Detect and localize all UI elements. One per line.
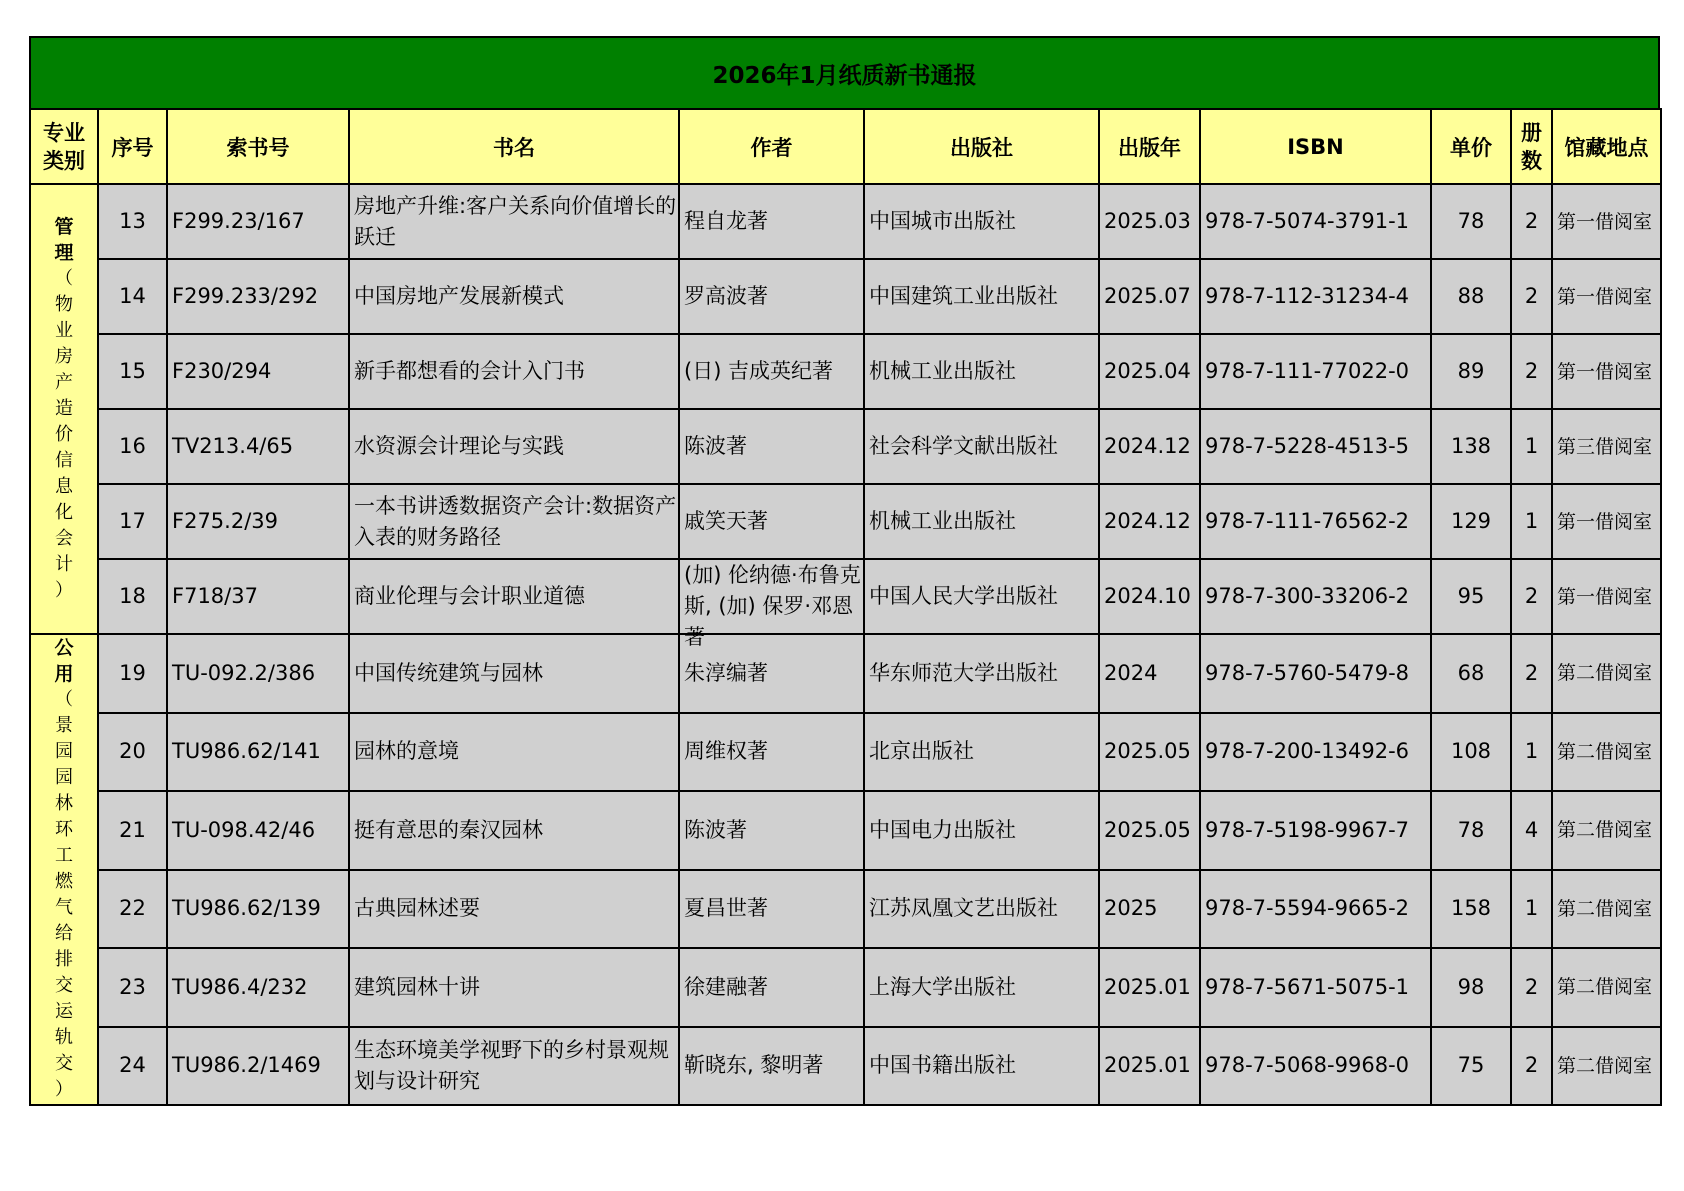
book-report-sheet (29, 36, 1660, 1106)
author-cell-text: 朱淳编著 (684, 660, 768, 685)
table-row (30, 409, 1661, 484)
book-name-cell (349, 870, 679, 949)
book-name-cell-text: 挺有意思的秦汉园林 (354, 817, 543, 842)
location-cell-text: 第二借阅室 (1557, 897, 1653, 920)
copies-cell-text: 2 (1524, 209, 1539, 233)
author-cell-text: 夏昌世著 (684, 896, 768, 921)
author-cell-text: 徐建融著 (684, 974, 768, 999)
author-cell (679, 559, 864, 649)
location-cell-text: 第一借阅室 (1557, 285, 1653, 308)
copies-cell-text: 2 (1524, 974, 1539, 999)
price-cell-text: 129 (1450, 509, 1492, 533)
isbn-cell (1200, 484, 1431, 559)
year-cell-text: 2025.05 (1104, 817, 1191, 842)
publisher-cell (864, 559, 1099, 634)
isbn-cell (1200, 713, 1431, 792)
call-number-cell (167, 791, 349, 870)
author-cell-text: 罗高波著 (684, 284, 768, 308)
publisher-cell-text: 江苏凤凰文艺出版社 (869, 896, 1058, 921)
location-cell (1552, 713, 1661, 792)
year-cell (1099, 259, 1200, 334)
author-cell (679, 409, 864, 484)
header-isbn: ISBN (1200, 109, 1431, 184)
new-books-table (29, 108, 1662, 1106)
seq-cell (98, 484, 167, 559)
isbn-cell (1200, 1027, 1431, 1106)
location-cell-text: 第二借阅室 (1557, 976, 1653, 999)
book-name-cell (349, 1027, 679, 1106)
call-number-cell-text: TU-092.2/386 (172, 660, 316, 685)
location-cell (1552, 484, 1661, 559)
table-row (30, 334, 1661, 409)
author-cell-text: 戚笑天著 (684, 509, 768, 533)
copies-cell (1511, 259, 1552, 334)
seq-cell-text: 13 (119, 209, 146, 233)
table-row (30, 948, 1661, 1027)
seq-cell (98, 713, 167, 792)
price-cell (1431, 713, 1511, 792)
book-name-cell-text: 古典园林述要 (354, 896, 480, 921)
publisher-cell-text: 中国书籍出版社 (869, 1053, 1016, 1078)
price-cell (1431, 791, 1511, 870)
book-name-cell-text: 一本书讲透数据资产会计:数据资产入表的财务路径 (354, 493, 677, 549)
call-number-cell-text: F718/37 (172, 584, 258, 608)
isbn-cell (1200, 334, 1431, 409)
copies-cell-text: 2 (1524, 359, 1539, 383)
book-name-cell-text: 中国传统建筑与园林 (354, 660, 543, 685)
call-number-cell (167, 870, 349, 949)
report-title: 2026年1月纸质新书通报 (29, 36, 1660, 108)
seq-cell (98, 791, 167, 870)
author-cell-text: (加) 伦纳德·布鲁克斯, (加) 保罗·邓恩著 (684, 563, 861, 649)
call-number-cell (167, 484, 349, 559)
seq-cell (98, 1027, 167, 1106)
category-detail: （物业房产造价信息化会计） (55, 267, 73, 601)
book-name-cell (349, 634, 679, 713)
price-cell-text: 78 (1457, 817, 1485, 842)
copies-cell (1511, 634, 1552, 713)
isbn-cell (1200, 259, 1431, 334)
author-cell (679, 484, 864, 559)
header-year: 出版年 (1099, 109, 1200, 184)
book-name-cell (349, 948, 679, 1027)
call-number-cell (167, 259, 349, 334)
author-cell-text: 陈波著 (684, 434, 747, 458)
year-cell-text: 2025.03 (1104, 209, 1191, 233)
year-cell-text: 2025.05 (1104, 739, 1191, 764)
year-cell (1099, 948, 1200, 1027)
seq-cell-text: 18 (119, 584, 146, 608)
book-name-cell (349, 259, 679, 334)
call-number-cell-text: F299.23/167 (172, 209, 305, 233)
call-number-cell-text: TV213.4/65 (172, 434, 294, 458)
publisher-cell (864, 409, 1099, 484)
table-row (30, 634, 1661, 713)
publisher-cell-text: 上海大学出版社 (869, 974, 1016, 999)
price-cell (1431, 334, 1511, 409)
author-cell (679, 1027, 864, 1106)
seq-cell-text: 20 (119, 739, 146, 764)
copies-cell (1511, 184, 1552, 259)
publisher-cell (864, 259, 1099, 334)
year-cell (1099, 559, 1200, 634)
call-number-cell-text: TU986.2/1469 (172, 1053, 321, 1078)
year-cell (1099, 713, 1200, 792)
location-cell (1552, 409, 1661, 484)
location-cell (1552, 334, 1661, 409)
seq-cell-text: 22 (119, 896, 146, 921)
year-cell (1099, 791, 1200, 870)
year-cell-text: 2024.12 (1104, 434, 1191, 458)
seq-cell-text: 24 (119, 1053, 146, 1078)
author-cell (679, 634, 864, 713)
table-row (30, 1027, 1661, 1106)
book-name-cell (349, 184, 679, 259)
call-number-cell (167, 334, 349, 409)
header-row (30, 109, 1661, 184)
table-row (30, 484, 1661, 559)
year-cell-text: 2024.10 (1104, 584, 1191, 608)
isbn-cell (1200, 634, 1431, 713)
category-title: 公用 (54, 637, 74, 685)
copies-cell-text: 2 (1524, 584, 1539, 608)
table-row (30, 184, 1661, 259)
location-cell-text: 第二借阅室 (1557, 662, 1653, 685)
isbn-cell-text: 978-7-111-77022-0 (1205, 359, 1410, 383)
table-body (30, 184, 1661, 1105)
publisher-cell-text: 中国建筑工业出版社 (869, 284, 1058, 308)
call-number-cell (167, 559, 349, 634)
year-cell-text: 2024.12 (1104, 509, 1191, 533)
call-number-cell-text: F299.233/292 (172, 284, 319, 308)
price-cell-text: 88 (1457, 284, 1485, 308)
year-cell (1099, 484, 1200, 559)
seq-cell-text: 19 (119, 660, 146, 685)
seq-cell (98, 559, 167, 634)
year-cell (1099, 184, 1200, 259)
book-name-cell-text: 商业伦理与会计职业道德 (354, 584, 585, 608)
publisher-cell (864, 484, 1099, 559)
publisher-cell (864, 870, 1099, 949)
location-cell (1552, 791, 1661, 870)
publisher-cell-text: 北京出版社 (869, 739, 974, 764)
call-number-cell-text: TU986.62/141 (172, 739, 321, 764)
year-cell-text: 2025 (1104, 896, 1158, 921)
copies-cell-text: 4 (1524, 817, 1539, 842)
isbn-cell-text: 978-7-5594-9665-2 (1205, 896, 1410, 921)
price-cell (1431, 870, 1511, 949)
book-name-cell (349, 791, 679, 870)
price-cell-text: 95 (1457, 584, 1485, 608)
book-name-cell-text: 中国房地产发展新模式 (354, 284, 564, 308)
copies-cell (1511, 1027, 1552, 1106)
table-row (30, 259, 1661, 334)
seq-cell-text: 16 (119, 434, 146, 458)
publisher-cell-text: 社会科学文献出版社 (869, 434, 1058, 458)
book-name-cell (349, 713, 679, 792)
year-cell-text: 2025.07 (1104, 284, 1191, 308)
category-cell-1 (30, 184, 98, 634)
book-name-cell-text: 新手都想看的会计入门书 (354, 359, 585, 383)
copies-cell-text: 1 (1524, 739, 1539, 764)
publisher-cell (864, 791, 1099, 870)
author-cell (679, 713, 864, 792)
seq-cell (98, 334, 167, 409)
call-number-cell-text: F275.2/39 (172, 509, 278, 533)
seq-cell (98, 259, 167, 334)
call-number-cell-text: TU986.62/139 (172, 896, 321, 921)
publisher-cell-text: 华东师范大学出版社 (869, 660, 1058, 685)
author-cell-text: (日) 吉成英纪著 (684, 359, 834, 383)
author-cell (679, 791, 864, 870)
location-cell-text: 第二借阅室 (1557, 740, 1653, 763)
book-name-cell-text: 水资源会计理论与实践 (354, 434, 564, 458)
year-cell-text: 2024 (1104, 660, 1158, 685)
header-location: 馆藏地点 (1552, 109, 1661, 184)
header-publisher: 出版社 (864, 109, 1099, 184)
header-author: 作者 (679, 109, 864, 184)
isbn-cell-text: 978-7-5074-3791-1 (1205, 209, 1410, 233)
copies-cell-text: 2 (1524, 284, 1539, 308)
isbn-cell-text: 978-7-112-31234-4 (1205, 284, 1410, 308)
table-row (30, 870, 1661, 949)
header-price: 单价 (1431, 109, 1511, 184)
book-name-cell-text: 房地产升维:客户关系向价值增长的跃迁 (354, 193, 677, 249)
seq-cell (98, 870, 167, 949)
isbn-cell (1200, 559, 1431, 634)
seq-cell (98, 184, 167, 259)
isbn-cell (1200, 184, 1431, 259)
call-number-cell (167, 948, 349, 1027)
price-cell-text: 78 (1457, 209, 1485, 233)
copies-cell (1511, 948, 1552, 1027)
author-cell-text: 程自龙著 (684, 209, 768, 233)
year-cell (1099, 870, 1200, 949)
price-cell-text: 75 (1457, 1053, 1485, 1078)
seq-cell (98, 948, 167, 1027)
location-cell (1552, 948, 1661, 1027)
call-number-cell-text: F230/294 (172, 359, 272, 383)
publisher-cell-text: 中国人民大学出版社 (869, 584, 1058, 608)
isbn-cell-text: 978-7-5760-5479-8 (1205, 660, 1410, 685)
isbn-cell-text: 978-7-300-33206-2 (1205, 584, 1410, 608)
isbn-cell (1200, 791, 1431, 870)
category-title: 管理 (54, 215, 74, 264)
copies-cell (1511, 791, 1552, 870)
seq-cell-text: 21 (119, 817, 146, 842)
isbn-cell (1200, 409, 1431, 484)
isbn-cell (1200, 870, 1431, 949)
isbn-cell-text: 978-7-5228-4513-5 (1205, 434, 1410, 458)
location-cell (1552, 259, 1661, 334)
copies-cell-text: 2 (1524, 1053, 1539, 1078)
copies-cell (1511, 559, 1552, 634)
header-copies: 册数 (1511, 109, 1552, 184)
author-cell-text: 靳晓东, 黎明著 (684, 1053, 824, 1078)
book-name-cell (349, 409, 679, 484)
price-cell-text: 98 (1457, 974, 1485, 999)
table-row (30, 791, 1661, 870)
copies-cell (1511, 713, 1552, 792)
price-cell-text: 89 (1457, 359, 1485, 383)
price-cell (1431, 948, 1511, 1027)
category-detail: （景园园林环工燃气给排交运轨交） (55, 689, 73, 1100)
publisher-cell (864, 1027, 1099, 1106)
author-cell (679, 334, 864, 409)
location-cell (1552, 184, 1661, 259)
table-row (30, 559, 1661, 634)
author-cell-text: 陈波著 (684, 817, 747, 842)
header-book-name: 书名 (349, 109, 679, 184)
copies-cell (1511, 334, 1552, 409)
location-cell-text: 第二借阅室 (1557, 819, 1653, 842)
copies-cell-text: 1 (1524, 509, 1539, 533)
price-cell-text: 68 (1457, 660, 1485, 685)
seq-cell-text: 14 (119, 284, 146, 308)
seq-cell (98, 409, 167, 484)
header-category: 专业类别 (30, 109, 98, 184)
seq-cell-text: 15 (119, 359, 146, 383)
year-cell-text: 2025.04 (1104, 359, 1191, 383)
publisher-cell-text: 机械工业出版社 (869, 359, 1016, 383)
seq-cell-text: 23 (119, 974, 146, 999)
book-name-cell-text: 园林的意境 (354, 739, 459, 764)
copies-cell-text: 1 (1524, 434, 1539, 458)
publisher-cell (864, 948, 1099, 1027)
call-number-cell-text: TU986.4/232 (172, 974, 308, 999)
book-name-cell-text: 建筑园林十讲 (354, 974, 480, 999)
book-name-cell (349, 559, 679, 634)
isbn-cell-text: 978-7-111-76562-2 (1205, 509, 1410, 533)
price-cell (1431, 484, 1511, 559)
isbn-cell-text: 978-7-5068-9968-0 (1205, 1053, 1410, 1078)
copies-cell (1511, 870, 1552, 949)
author-cell-text: 周维权著 (684, 739, 768, 764)
book-name-cell (349, 484, 679, 559)
price-cell (1431, 559, 1511, 634)
copies-cell-text: 2 (1524, 660, 1539, 685)
price-cell (1431, 1027, 1511, 1106)
year-cell (1099, 634, 1200, 713)
isbn-cell (1200, 948, 1431, 1027)
seq-cell-text: 17 (119, 509, 146, 533)
location-cell-text: 第一借阅室 (1557, 510, 1653, 533)
price-cell-text: 158 (1450, 896, 1492, 921)
copies-cell (1511, 484, 1552, 559)
location-cell (1552, 1027, 1661, 1106)
location-cell-text: 第一借阅室 (1557, 585, 1653, 608)
location-cell (1552, 870, 1661, 949)
price-cell-text: 138 (1450, 434, 1492, 458)
location-cell-text: 第一借阅室 (1557, 360, 1653, 383)
publisher-cell-text: 机械工业出版社 (869, 509, 1016, 533)
header-call-number: 索书号 (167, 109, 349, 184)
table-row (30, 713, 1661, 792)
publisher-cell (864, 713, 1099, 792)
call-number-cell (167, 634, 349, 713)
book-name-cell (349, 334, 679, 409)
call-number-cell (167, 184, 349, 259)
price-cell-text: 108 (1450, 739, 1492, 764)
price-cell (1431, 409, 1511, 484)
header-seq: 序号 (98, 109, 167, 184)
year-cell (1099, 409, 1200, 484)
category-cell-2 (30, 634, 98, 1105)
year-cell (1099, 334, 1200, 409)
location-cell-text: 第二借阅室 (1557, 1054, 1653, 1077)
publisher-cell-text: 中国城市出版社 (869, 209, 1016, 233)
copies-cell-text: 1 (1524, 896, 1539, 921)
call-number-cell-text: TU-098.42/46 (172, 817, 316, 842)
book-name-cell-text: 生态环境美学视野下的乡村景观规划与设计研究 (354, 1037, 669, 1093)
author-cell (679, 870, 864, 949)
price-cell (1431, 634, 1511, 713)
seq-cell (98, 634, 167, 713)
call-number-cell (167, 713, 349, 792)
isbn-cell-text: 978-7-5671-5075-1 (1205, 974, 1410, 999)
year-cell-text: 2025.01 (1104, 1053, 1191, 1078)
isbn-cell-text: 978-7-5198-9967-7 (1205, 817, 1410, 842)
price-cell (1431, 184, 1511, 259)
year-cell (1099, 1027, 1200, 1106)
year-cell-text: 2025.01 (1104, 974, 1191, 999)
publisher-cell (864, 634, 1099, 713)
call-number-cell (167, 409, 349, 484)
copies-cell (1511, 409, 1552, 484)
author-cell (679, 259, 864, 334)
isbn-cell-text: 978-7-200-13492-6 (1205, 739, 1410, 764)
location-cell (1552, 559, 1661, 634)
publisher-cell (864, 334, 1099, 409)
publisher-cell (864, 184, 1099, 259)
location-cell-text: 第三借阅室 (1557, 435, 1653, 458)
author-cell (679, 184, 864, 259)
publisher-cell-text: 中国电力出版社 (869, 817, 1016, 842)
call-number-cell (167, 1027, 349, 1106)
location-cell (1552, 634, 1661, 713)
price-cell (1431, 259, 1511, 334)
location-cell-text: 第一借阅室 (1557, 210, 1653, 233)
author-cell (679, 948, 864, 1027)
